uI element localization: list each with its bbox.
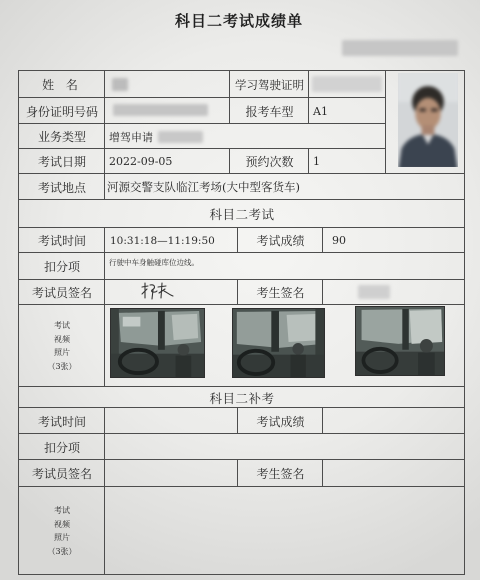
exam-photo-3 — [355, 306, 445, 376]
photos-label-line: 视频 — [54, 334, 70, 344]
name-label-text: 姓 名 — [42, 78, 82, 92]
learner-permit-value — [309, 71, 386, 98]
redacted-id-number — [113, 104, 208, 116]
business-type-label: 业务类型 — [19, 124, 105, 149]
exam-score-value: 90 — [323, 228, 465, 253]
exam-section-title: 科目二考试 — [19, 200, 465, 228]
redacted-permit-number — [312, 76, 382, 92]
retake-examiner-signature-cell — [105, 460, 238, 487]
exam-date-value: 2022-09-05 — [105, 149, 230, 174]
redacted-name — [112, 78, 128, 91]
page-title: 科目二考试成绩单 — [174, 12, 303, 30]
examiner-signature-cell — [105, 280, 238, 305]
exam-score-label: 考试成绩 — [238, 228, 323, 253]
deduction-label: 扣分项 — [19, 253, 105, 280]
exam-time-value: 10:31:18—11:19:50 — [105, 228, 238, 253]
learner-permit-label: 学习驾驶证明 — [230, 71, 309, 98]
exam-location-value: 河源交警支队临江考场(大中型客货车) — [105, 174, 465, 200]
exam-time-label: 考试时间 — [19, 228, 105, 253]
exam-photos-cell — [105, 305, 465, 387]
id-value — [105, 98, 230, 124]
photos-label-line: 考试 — [54, 506, 70, 515]
retake-examinee-signature-cell — [323, 460, 465, 487]
redacted-business-detail — [158, 131, 203, 143]
examiner-signature-label: 考试员签名 — [19, 280, 105, 305]
examinee-signature-label: 考生签名 — [238, 280, 323, 305]
appointment-count-label: 预约次数 — [230, 149, 309, 174]
exam-photo-3-image — [356, 307, 444, 375]
exam-photo-2 — [232, 308, 325, 378]
retake-score-label: 考试成绩 — [238, 408, 323, 434]
retake-deduction-label: 扣分项 — [19, 434, 105, 460]
vehicle-type-value: A1 — [309, 98, 386, 124]
retake-examinee-signature-label: 考生签名 — [238, 460, 323, 487]
applicant-photo-image — [398, 73, 458, 167]
exam-photo-2-image — [233, 309, 324, 377]
exam-photo-1 — [110, 308, 205, 378]
photos-label-line: 照片 — [54, 533, 70, 542]
business-type-text: 增驾申请 — [109, 130, 153, 144]
photos-label-line: 视频 — [54, 519, 70, 529]
name-label — [19, 71, 105, 98]
score-table — [18, 70, 465, 575]
photos-label-line: （3张） — [47, 546, 77, 556]
exam-photo-1-image — [111, 309, 204, 377]
retake-photos-label — [19, 487, 105, 575]
applicant-photo — [398, 73, 458, 167]
redacted-serial-number — [342, 40, 458, 56]
retake-time-label: 考试时间 — [19, 408, 105, 434]
examiner-signature — [140, 281, 174, 301]
vehicle-type-label: 报考车型 — [230, 98, 309, 124]
retake-time-value — [105, 408, 238, 434]
retake-examiner-signature-label: 考试员签名 — [19, 460, 105, 487]
deduction-value: 行驶中车身触碰库位边线。 — [105, 253, 465, 280]
exam-date-label: 考试日期 — [19, 149, 105, 174]
photos-label-line: （3张） — [47, 361, 77, 371]
examinee-signature-cell — [323, 280, 465, 305]
exam-location-label: 考试地点 — [19, 174, 105, 200]
retake-photos-cell — [105, 487, 465, 575]
retake-deduction-value — [105, 434, 465, 460]
redacted-examinee-signature — [358, 285, 390, 299]
business-type-value — [105, 124, 386, 149]
appointment-count-value: 1 — [309, 149, 386, 174]
applicant-photo-cell — [386, 71, 465, 174]
retake-score-value — [323, 408, 465, 434]
retake-section-title: 科目二补考 — [19, 387, 465, 408]
id-label: 身份证明号码 — [19, 98, 105, 124]
photos-label-line: 考试 — [54, 321, 70, 330]
name-value — [105, 71, 230, 98]
photos-label-line: 照片 — [54, 348, 70, 357]
exam-photos-label — [19, 305, 105, 387]
